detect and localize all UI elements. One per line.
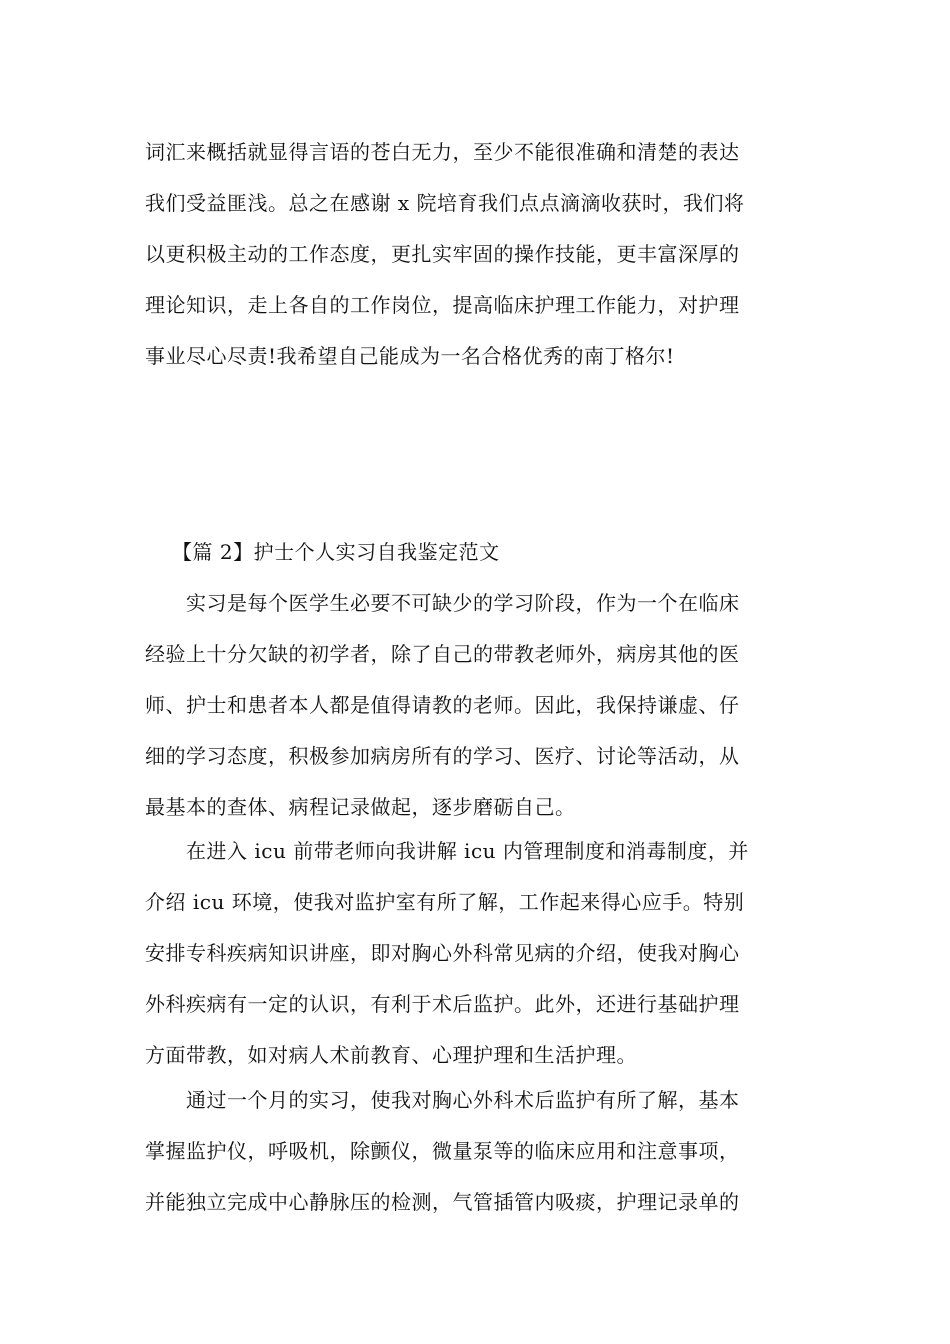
body-paragraph-1 <box>145 578 807 833</box>
body-paragraph-2 <box>145 826 807 1081</box>
text-line: 经验上十分欠缺的初学者，除了自己的带教老师外，病房其他的医 <box>145 642 740 666</box>
text-line: 并能独立完成中心静脉压的检测，气管插管内吸痰，护理记录单的 <box>145 1190 740 1214</box>
text-line: 师、护士和患者本人都是值得请教的老师。因此，我保持谦虚、仔 <box>145 693 740 717</box>
text-line: 词汇来概括就显得言语的苍白无力，至少不能很准确和清楚的表达 <box>145 140 740 164</box>
section-heading-text: 【篇 2】护士个人实习自我鉴定范文 <box>172 540 500 564</box>
text-line: 实习是每个医学生必要不可缺少的学习阶段，作为一个在临床 <box>145 591 740 615</box>
intro-paragraph <box>145 127 807 382</box>
text-line: 我们受益匪浅。总之在感谢 x 院培育我们点点滴滴收获时，我们将 <box>145 191 745 215</box>
text-line: 事业尽心尽责!我希望自己能成为一名合格优秀的南丁格尔! <box>145 344 675 368</box>
text-line: 介绍 icu 环境，使我对监护室有所了解，工作起来得心应手。特别 <box>145 890 745 914</box>
text-line: 细的学习态度，积极参加病房所有的学习、医疗、讨论等活动，从 <box>145 744 740 768</box>
text-line: 掌握监护仪，呼吸机，除颤仪，微量泵等的临床应用和注意事项， <box>145 1139 740 1163</box>
text-line: 方面带教，如对病人术前教育、心理护理和生活护理。 <box>145 1043 637 1067</box>
text-line: 最基本的查体、病程记录做起，逐步磨砺自己。 <box>145 795 576 819</box>
section-heading <box>172 527 834 578</box>
body-paragraph-3 <box>145 1075 807 1228</box>
text-line: 以更积极主动的工作态度，更扎实牢固的操作技能，更丰富深厚的 <box>145 242 740 266</box>
text-line: 安排专科疾病知识讲座，即对胸心外科常见病的介绍，使我对胸心 <box>145 941 740 965</box>
text-line: 理论知识，走上各自的工作岗位，提高临床护理工作能力，对护理 <box>145 293 740 317</box>
text-line: 外科疾病有一定的认识，有利于术后监护。此外，还进行基础护理 <box>145 992 740 1016</box>
text-line: 通过一个月的实习，使我对胸心外科术后监护有所了解，基本 <box>145 1088 740 1112</box>
text-line: 在进入 icu 前带老师向我讲解 icu 内管理制度和消毒制度，并 <box>145 839 749 863</box>
